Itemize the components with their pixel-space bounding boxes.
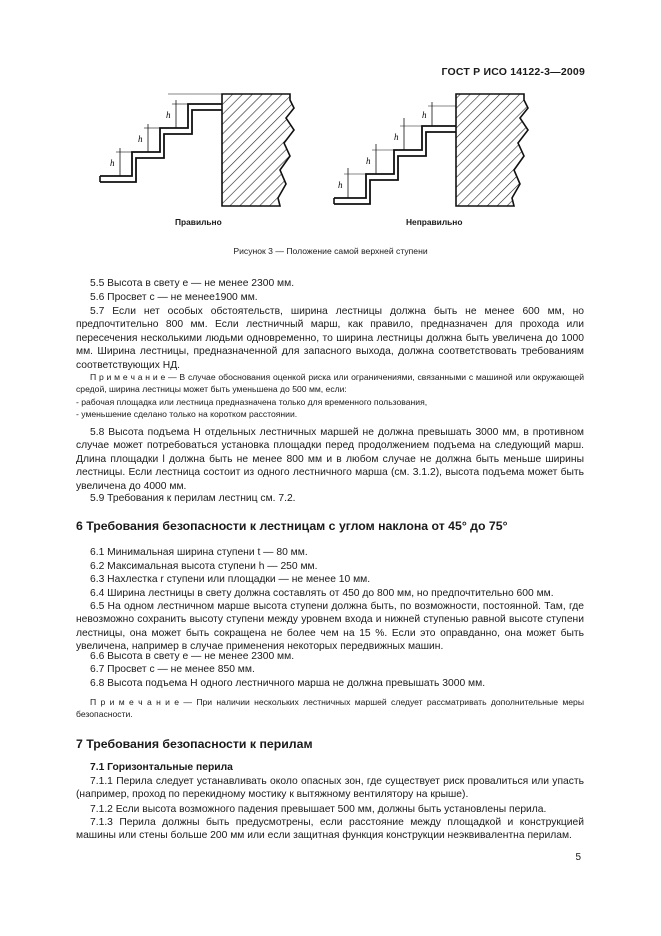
para-6-2: 6.2 Максимальная высота ступени h — 250 мм. [90,561,318,572]
dim-h-7: h [422,110,427,120]
para-6-3: 6.3 Нахлестка r ступени или площадки — не менее 10 мм. [90,574,371,585]
section-7-1-title: 7.1 Горизонтальные перила [90,762,233,773]
figure-stairs [80,88,600,213]
figure-caption: Рисунок 3 — Положение самой верхней ступени [233,246,428,256]
dim-h-2: h [138,134,143,144]
para-5-7: 5.7 Если нет особых обстоятельств, ширина лестницы должна быть не менее 600 мм, но предпочтительно 800 мм. Если лестничный марш, как правило, предназначен для прохода или пересечения несколькими людьми одновременно, то ширина лестницы должна быть увеличена до 1000 мм. Ширина лестницы, предназначенной для запасного выхода, должна соответствовать требованиям соответствующих НД. [76,306,584,371]
section-6-title: 6 Требования безопасности к лестницам с углом наклона от 45° до 75° [76,519,508,533]
para-7-1-2: 7.1.2 Если высота возможного падения превышает 500 мм, должны быть установлены перила. [90,804,547,815]
para-6-1: 6.1 Минимальная ширина ступени t — 80 мм. [90,547,308,558]
note-2: П р и м е ч а н и е — При наличии нескольких лестничных маршей следует рассматривать дополнительные меры безопасности. [76,697,584,719]
dim-h-5: h [366,156,371,166]
dim-h-1: h [110,158,115,168]
dim-h-6: h [394,132,399,142]
note-1-item-1: - рабочая площадка или лестница предназначена только для временного пользования, [76,397,428,407]
para-5-9: 5.9 Требования к перилам лестниц см. 7.2. [90,493,296,504]
para-6-7: 6.7 Просвет c — не менее 850 мм. [90,664,255,675]
para-6-4: 6.4 Ширина лестницы в свету должна составлять от 450 до 800 мм, но предпочтительно 600 мм. [90,588,554,599]
figure-label-incorrect: Неправильно [406,217,463,227]
para-7-1-3: 7.1.3 Перила должны быть предусмотрены, если расстояние между площадкой и конструкцией машины или стены больше 200 мм или если защитная функция конструкции неэквивалентна перилам. [76,817,584,842]
para-5-6: 5.6 Просвет c — не менее1900 мм. [90,292,258,303]
document-header: ГОСТ Р ИСО 14122-3—2009 [441,66,585,78]
stairs-correct [100,94,294,206]
para-6-5: 6.5 На одном лестничном марше высота ступени должна быть, по возможности, постоянной. Там, где невозможно сохранить высоту ступени между уровнем входа и нижней ступенью равной высоте ступени лестницы, она может быть сокращена не более чем на 15 %. Если это оправданно, она может быть увеличена, например в случае применения некоторых передвижных машин. [76,601,584,653]
section-7-title: 7 Требования безопасности к перилам [76,737,313,751]
stairs-incorrect [334,94,528,206]
para-5-8: 5.8 Высота подъема H отдельных лестничных маршей не должна превышать 3000 мм, в противном случае может потребоваться установка площадки перед продолжением подъема на следующий марш. Длина площадки l должна быть не менее 800 мм и в любом случае не должна быть меньше ширины лестницы. Если лестница состоит из одного лестничного марша (см. 3.1.2), высота подъема может быть увеличена до 4000 мм. [76,427,584,492]
note-1-item-2: - уменьшение сделано только на коротком расстоянии. [76,409,298,419]
para-7-1-1: 7.1.1 Перила следует устанавливать около опасных зон, где существует риск провалиться или упасть (например, проход по перекидному мостику к вытяжному вентилятору на крыше). [76,776,584,801]
figure-label-correct: Правильно [175,217,222,227]
para-6-6: 6.6 Высота в свету e — не менее 2300 мм. [90,651,295,662]
dim-h-4: h [338,180,343,190]
dim-h-3: h [166,110,171,120]
para-5-5: 5.5 Высота в свету e — не менее 2300 мм. [90,278,295,289]
note-1: П р и м е ч а н и е — В случае обоснования оценкой риска или ограничениями, связанными с машиной или окружающей средой, ширина лестницы может быть уменьшена до 500 мм, если: [76,372,584,394]
page-number: 5 [575,852,581,863]
para-6-8: 6.8 Высота подъема H одного лестничного марша не должна превышать 3000 мм. [90,678,486,689]
